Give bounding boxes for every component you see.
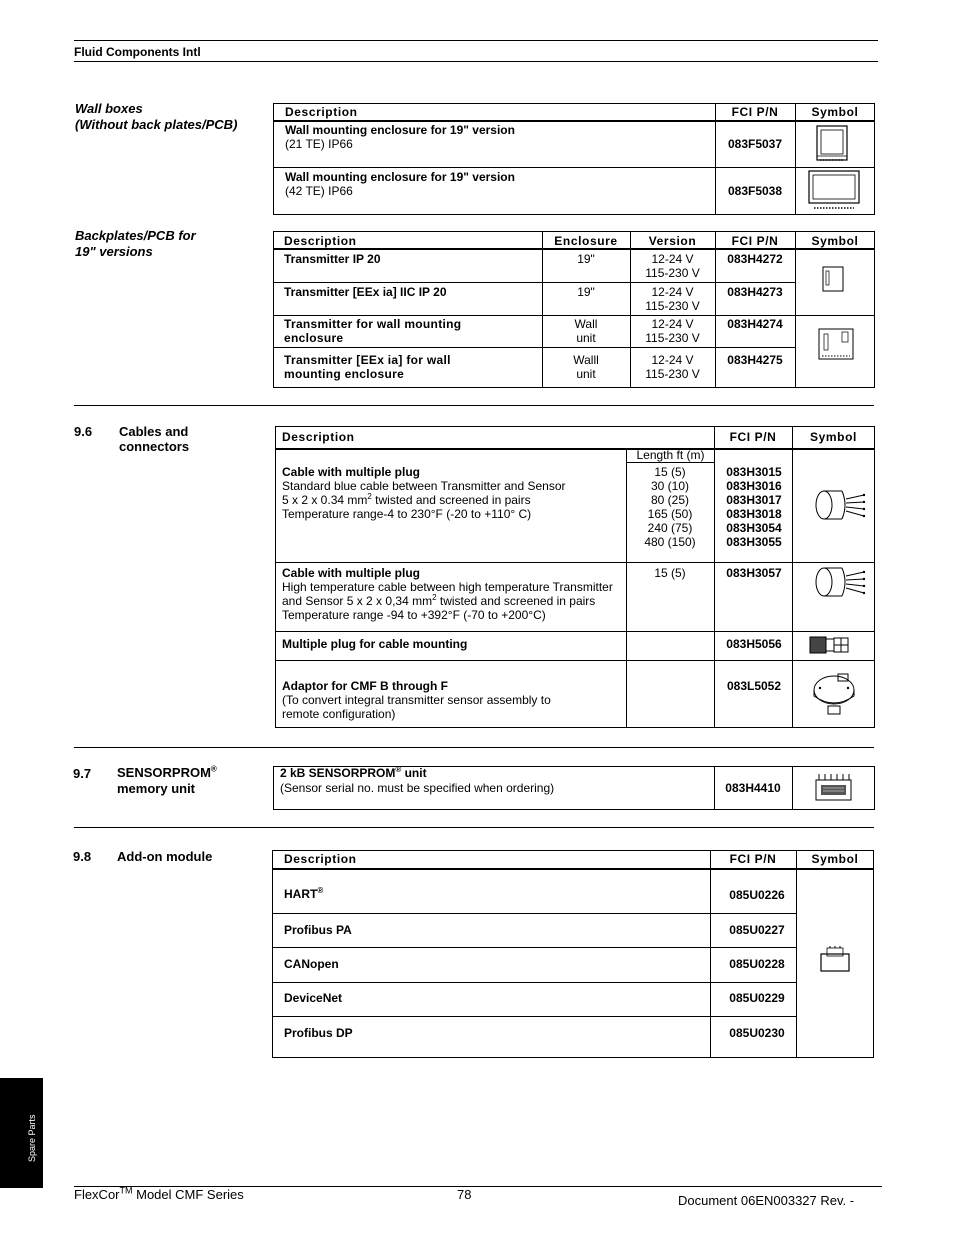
addon-module-icon [818,944,852,974]
row-title: Adaptor for CMF B through F [282,679,448,693]
module-name-text: HART [284,887,318,901]
table-col-divider [715,103,716,215]
row-desc-bold: mounting enclosure [284,367,405,381]
row-desc-bold: Transmitter [EEx ia] IIC IP 20 [284,285,447,299]
row-desc-bold: enclosure [284,331,344,345]
registered-mark: ® [210,764,217,774]
module-name: DeviceNet [284,991,343,1005]
module-name: Profibus PA [284,923,352,937]
row-desc-bold: Transmitter for wall mounting [284,317,462,331]
part-number: 083H5056 [726,637,782,651]
module-name: Profibus DP [284,1026,353,1040]
section-rule [74,405,874,406]
module-name [284,887,323,901]
row-desc-part: twisted and screened in pairs [371,493,531,507]
row-desc-part: and Sensor 5 x 2 x 0,34 mm [282,594,433,608]
company-name: Fluid Components Intl [74,45,201,59]
backplates-title-line1: Backplates/PCB for [75,228,196,243]
row-desc: (42 TE) IP66 [285,184,353,198]
table-header-rule [272,868,874,870]
ht-cable-plug-icon [810,564,870,600]
table-row-divider [273,167,875,168]
length-value: 165 (50) [647,507,693,521]
version-value: 115-230 V [645,367,700,381]
table-row-divider [273,282,795,283]
col-fci-pn: FCI P/N [729,852,777,866]
table-row-divider [272,913,796,914]
sensorprom-chip-icon [813,772,853,804]
row-desc-part: twisted and screened in pairs [436,594,596,608]
col-version: Version [648,234,697,248]
table-row-divider [275,660,875,661]
section-number: 9.7 [73,766,92,781]
header-rule-top [74,40,878,41]
part-number: 083H4273 [727,285,783,299]
length-list [626,465,714,549]
backplates-title [75,228,196,260]
part-number: 085U0226 [729,888,785,902]
document-number: Document 06EN003327 Rev. - [678,1193,855,1208]
wall-boxes-title-line1: Wall boxes [75,101,143,116]
part-number: 083H4275 [727,353,783,367]
part-number-list [714,465,794,549]
table-header-rule [273,248,875,250]
version-value: 115-230 V [645,266,700,280]
row-desc: (To convert integral transmitter sensor assembly to [282,693,551,707]
col-description: Description [285,105,358,119]
row-desc: (21 TE) IP66 [285,137,353,151]
table-row-divider [273,315,875,316]
part-number: 085U0228 [729,957,785,971]
row-desc-bold: Transmitter [EEx ia] for wall [284,353,451,367]
row-desc: remote configuration) [282,707,396,721]
part-number: 083L5052 [726,679,782,693]
part-number: 083H4272 [727,252,783,266]
part-number: 083H4274 [727,317,783,331]
part-number: 083F5038 [727,184,783,198]
table-row-divider [272,982,796,983]
row-desc: Temperature range-4 to 230°F (-20 to +110° C) [282,507,532,521]
multiple-plug-icon [808,634,852,656]
row-desc-bold: Wall mounting enclosure for 19" version [285,170,515,184]
footer-product-model: Model CMF Series [132,1187,244,1202]
superscript: 2 [432,593,437,602]
row-desc [282,493,531,507]
section-rule [74,747,874,748]
section-number: 9.6 [74,424,93,439]
row-desc-bold: Transmitter IP 20 [284,252,381,266]
cable-plug-icon [810,487,870,523]
enclosure-value: Wall [574,317,598,331]
table-col-divider [795,231,796,388]
cables-title [119,424,189,454]
row-desc-part: 5 x 2 x 0.34 mm [282,493,368,507]
part-number: 083H4410 [725,781,781,795]
table-col-divider [795,103,796,215]
table-row-divider [273,347,795,348]
footer-product-name: FlexCor [74,1187,120,1202]
row-desc: Standard blue cable between Transmitter and Sensor [282,479,566,493]
row-title: Cable with multiple plug [282,465,420,479]
page-number: 78 [457,1187,472,1202]
table-col-divider [792,766,793,810]
part-number: 083H3018 [726,507,782,521]
table-row-divider [272,947,796,948]
enclosure-value: 19" [577,285,595,299]
enclosure-value: Walll [573,353,599,367]
registered-mark: ® [395,765,402,774]
row-desc: (Sensor serial no. must be specified when ordering) [280,781,555,795]
table-row-divider [275,562,875,563]
col-fci-pn: FCI P/N [731,234,779,248]
side-tab-label: Spare Parts [27,1114,37,1162]
superscript: 2 [367,492,372,501]
version-value: 12-24 V [651,353,694,367]
adaptor-icon [808,668,860,718]
row-title [280,766,427,780]
version-value: 12-24 V [651,317,694,331]
enclosure-42te-icon [806,169,862,211]
version-value: 12-24 V [651,252,694,266]
part-number: 085U0227 [729,923,785,937]
version-value: 12-24 V [651,285,694,299]
length-value: 15 (5) [654,566,686,580]
col-fci-pn: FCI P/N [729,430,777,444]
enclosure-21te-icon [814,124,850,164]
enclosure-value: unit [576,367,596,381]
version-value: 115-230 V [645,299,700,313]
length-header: Length ft (m) [627,448,714,463]
wall-boxes-title-line2: (Without back plates/PCB) [75,117,238,132]
row-desc [282,594,595,608]
enclosure-value: 19" [577,252,595,266]
row-title-part: 2 kB SENSORPROM [280,766,396,780]
trademark-mark: TM [119,1185,133,1196]
addon-title: Add-on module [117,849,213,864]
length-value: 240 (75) [647,521,693,535]
backplates-title-line2: 19" versions [75,244,153,259]
sensorprom-title-line1: SENSORPROM [117,765,211,780]
cables-title-line1: Cables and [119,424,189,439]
sensorprom-title-line2: memory unit [117,781,196,796]
header-rule-bottom [74,61,878,62]
col-description: Description [282,430,355,444]
row-desc: High temperature cable between high temperature Transmitter [282,580,613,594]
part-number: 083H3057 [726,566,782,580]
version-value: 115-230 V [645,331,700,345]
length-value: 15 (5) [654,465,686,479]
length-value: 30 (10) [650,479,690,493]
col-fci-pn: FCI P/N [731,105,779,119]
footer-product [74,1187,244,1202]
part-number: 085U0229 [729,991,785,1005]
part-number: 083H3016 [726,479,782,493]
part-number: 083H3055 [726,535,782,549]
col-symbol: Symbol [811,105,859,119]
module-name: CANopen [284,957,339,971]
col-symbol: Symbol [810,430,857,444]
col-symbol: Symbol [811,234,859,248]
pcb-wall-icon [816,326,856,364]
col-enclosure: Enclosure [554,234,618,248]
row-desc: Temperature range -94 to +392°F (-70 to +200°C) [282,608,546,622]
length-value: 80 (25) [650,493,690,507]
table-row-divider [275,631,875,632]
cables-title-line2: connectors [119,439,190,454]
table-row-divider [272,1016,796,1017]
section-rule [74,827,874,828]
col-symbol: Symbol [811,852,859,866]
col-description: Description [284,852,357,866]
length-value: 480 (150) [644,535,696,549]
part-number: 083H3054 [726,521,782,535]
section-number: 9.8 [73,849,92,864]
table-header-rule [273,120,875,122]
registered-mark: ® [317,886,324,895]
table-header-rule [275,448,875,450]
sensorprom-title [117,765,217,797]
part-number: 083F5037 [727,137,783,151]
part-number: 083H3015 [726,465,782,479]
part-number: 083H3017 [726,493,782,507]
row-title: Cable with multiple plug [282,566,420,580]
enclosure-value: unit [576,331,596,345]
row-title: Multiple plug for cable mounting [282,637,468,651]
col-description: Description [284,234,357,248]
row-title-part: unit [401,766,427,780]
part-number: 085U0230 [729,1026,785,1040]
pcb-19in-icon [820,265,846,293]
row-desc-bold: Wall mounting enclosure for 19" version [285,123,515,137]
wall-boxes-title [75,101,237,133]
